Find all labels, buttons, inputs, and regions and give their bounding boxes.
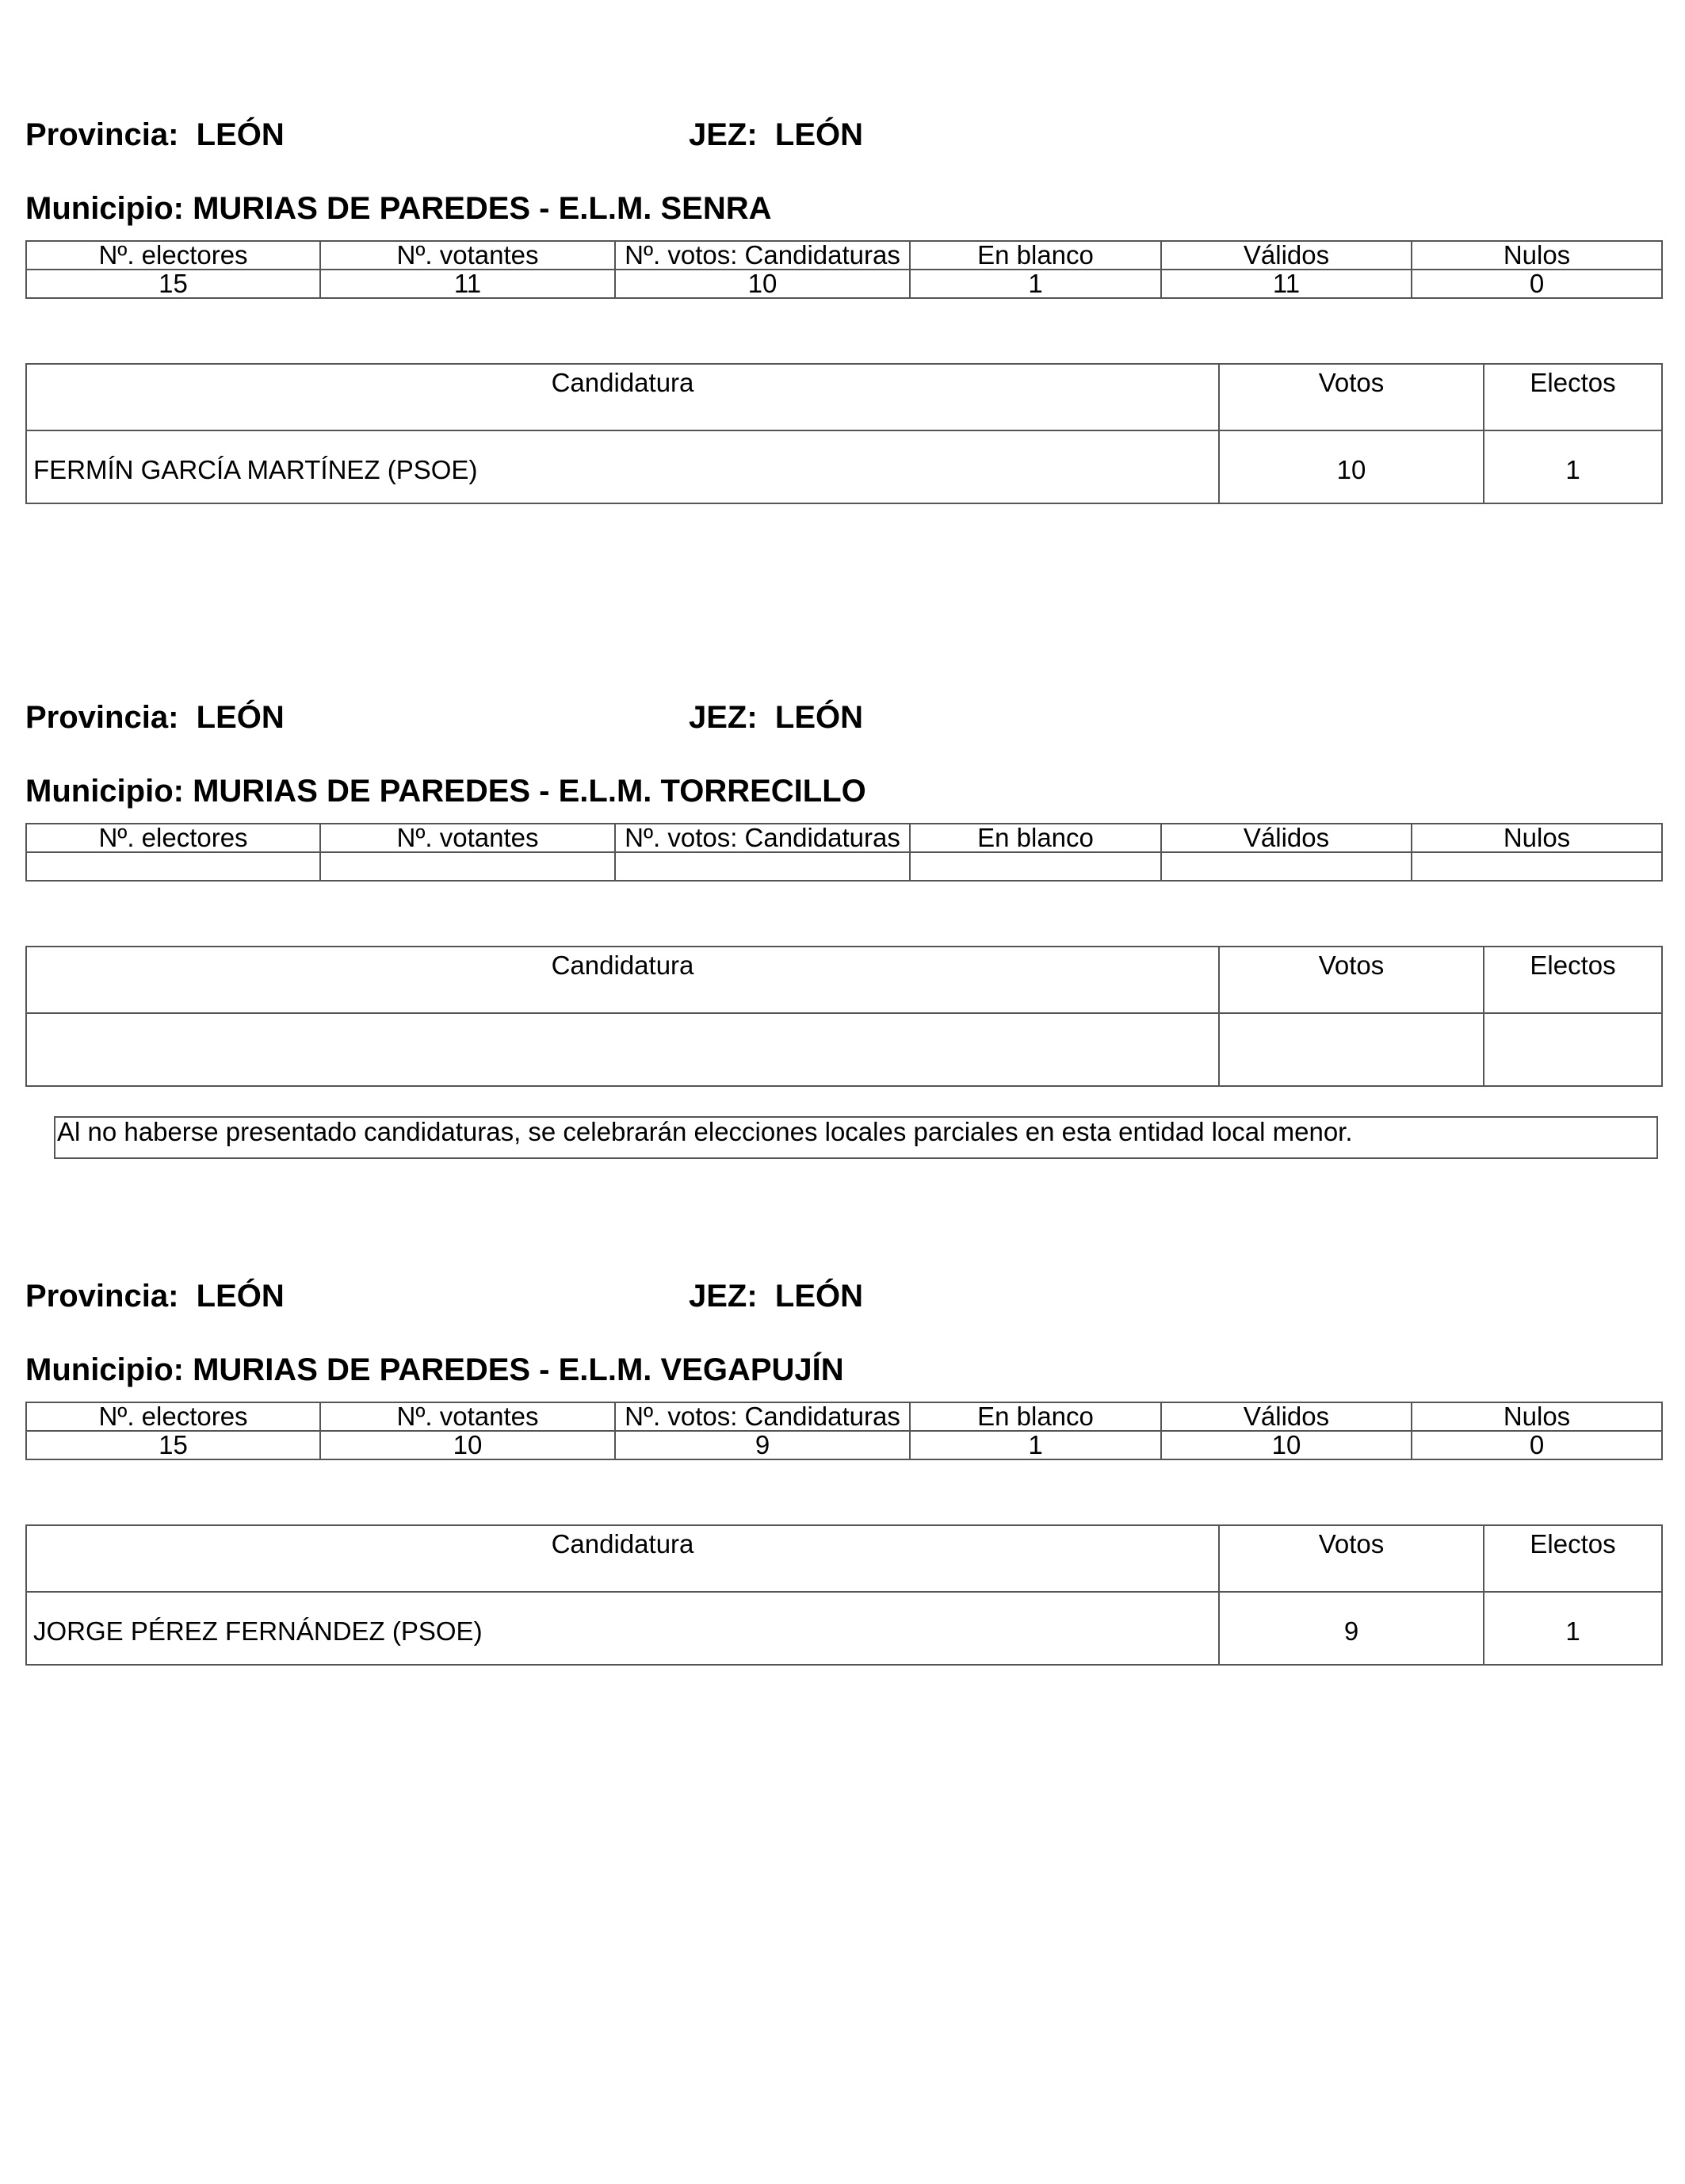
candidate-name: FERMÍN GARCÍA MARTÍNEZ (PSOE) [26,430,1219,503]
stats-header-cell: Nº. votantes [320,241,615,270]
candidate-votos [1219,1013,1484,1086]
candidates-header-row [26,1525,1662,1592]
stats-table [25,240,1663,299]
municipio-heading [25,191,772,227]
candidates-header-cell: Electos [1484,1525,1662,1592]
stats-value-cell [1412,852,1662,881]
table-row [26,1013,1662,1086]
stats-value-cell: 1 [910,270,1161,298]
stats-value-cell: 10 [615,270,910,298]
candidates-header-row [26,947,1662,1013]
jez-label: JEZ: [689,700,758,735]
results-section [25,117,1661,514]
candidate-votos: 10 [1219,430,1484,503]
stats-value-cell: 11 [1161,270,1412,298]
municipio-label: Municipio: [25,774,184,809]
stats-value-row [26,1431,1662,1459]
stats-header-cell: En blanco [910,1402,1161,1431]
stats-table [25,1402,1663,1460]
candidates-header-cell: Votos [1219,364,1484,430]
provincia-heading [25,1279,285,1314]
stats-value-cell: 10 [320,1431,615,1459]
candidates-header-cell: Candidatura [26,1525,1219,1592]
stats-header-cell: Válidos [1161,241,1412,270]
stats-header-cell: Válidos [1161,824,1412,852]
results-section [25,1279,1661,1675]
stats-table [25,823,1663,882]
candidates-header-cell: Votos [1219,1525,1484,1592]
table-row [26,1592,1662,1665]
partial-elections-note: Al no haberse presentado candidaturas, se celebrarán elecciones locales parciales en esta entidad local menor. [54,1116,1658,1159]
stats-value-cell: 0 [1412,270,1662,298]
candidates-header-cell: Votos [1219,947,1484,1013]
stats-header-cell: Nº. votos: Candidaturas [615,241,910,270]
stats-header-cell: En blanco [910,241,1161,270]
stats-header-cell: Nulos [1412,824,1662,852]
municipio-label: Municipio: [25,191,184,226]
stats-value-cell: 0 [1412,1431,1662,1459]
provincia-value: LEÓN [196,700,285,735]
jez-value: LEÓN [774,700,864,735]
candidates-header-cell: Candidatura [26,947,1219,1013]
provincia-label: Provincia: [25,700,179,735]
candidates-header-row [26,364,1662,430]
stats-value-cell [615,852,910,881]
stats-header-cell: Nº. electores [26,824,320,852]
provincia-label: Provincia: [25,1279,179,1314]
stats-header-cell: Nº. votos: Candidaturas [615,824,910,852]
candidate-votos: 9 [1219,1592,1484,1665]
municipio-value: MURIAS DE PAREDES - E.L.M. SENRA [193,191,772,226]
jez-heading [689,117,863,153]
candidate-electos [1484,1013,1662,1086]
candidates-header-cell: Electos [1484,947,1662,1013]
stats-header-cell: Nulos [1412,241,1662,270]
stats-value-cell: 15 [26,1431,320,1459]
stats-value-row [26,852,1662,881]
stats-header-cell: Válidos [1161,1402,1412,1431]
jez-label: JEZ: [689,1279,758,1314]
stats-header-cell: Nulos [1412,1402,1662,1431]
table-row [26,430,1662,503]
stats-header-cell: Nº. votantes [320,1402,615,1431]
jez-value: LEÓN [774,117,864,152]
jez-label: JEZ: [689,117,758,152]
stats-value-cell [1161,852,1412,881]
candidate-name: JORGE PÉREZ FERNÁNDEZ (PSOE) [26,1592,1219,1665]
municipio-value: MURIAS DE PAREDES - E.L.M. VEGAPUJÍN [193,1352,844,1387]
stats-value-cell [320,852,615,881]
candidate-electos: 1 [1484,1592,1662,1665]
candidates-table [25,363,1663,504]
stats-header-row [26,1402,1662,1431]
stats-value-row [26,270,1662,298]
stats-header-cell: En blanco [910,824,1161,852]
stats-value-cell: 15 [26,270,320,298]
municipio-label: Municipio: [25,1352,184,1387]
stats-header-cell: Nº. electores [26,241,320,270]
stats-header-cell: Nº. electores [26,1402,320,1431]
municipio-heading [25,774,866,809]
jez-heading [689,1279,863,1314]
stats-value-cell: 1 [910,1431,1161,1459]
municipio-value: MURIAS DE PAREDES - E.L.M. TORRECILLO [193,774,866,809]
provincia-value: LEÓN [196,1279,285,1314]
stats-value-cell [910,852,1161,881]
results-section [25,700,1661,1096]
stats-header-cell: Nº. votantes [320,824,615,852]
provincia-value: LEÓN [196,117,285,152]
jez-heading [689,700,863,736]
stats-value-cell: 10 [1161,1431,1412,1459]
candidates-table [25,1524,1663,1666]
candidate-electos: 1 [1484,430,1662,503]
stats-value-cell [26,852,320,881]
stats-header-cell: Nº. votos: Candidaturas [615,1402,910,1431]
stats-header-row [26,824,1662,852]
municipio-heading [25,1352,844,1388]
stats-value-cell: 11 [320,270,615,298]
candidates-header-cell: Candidatura [26,364,1219,430]
candidates-table [25,946,1663,1087]
candidates-header-cell: Electos [1484,364,1662,430]
jez-value: LEÓN [774,1279,864,1314]
provincia-heading [25,700,285,736]
stats-value-cell: 9 [615,1431,910,1459]
provincia-label: Provincia: [25,117,179,152]
provincia-heading [25,117,285,153]
stats-header-row [26,241,1662,270]
candidate-name [26,1013,1219,1086]
